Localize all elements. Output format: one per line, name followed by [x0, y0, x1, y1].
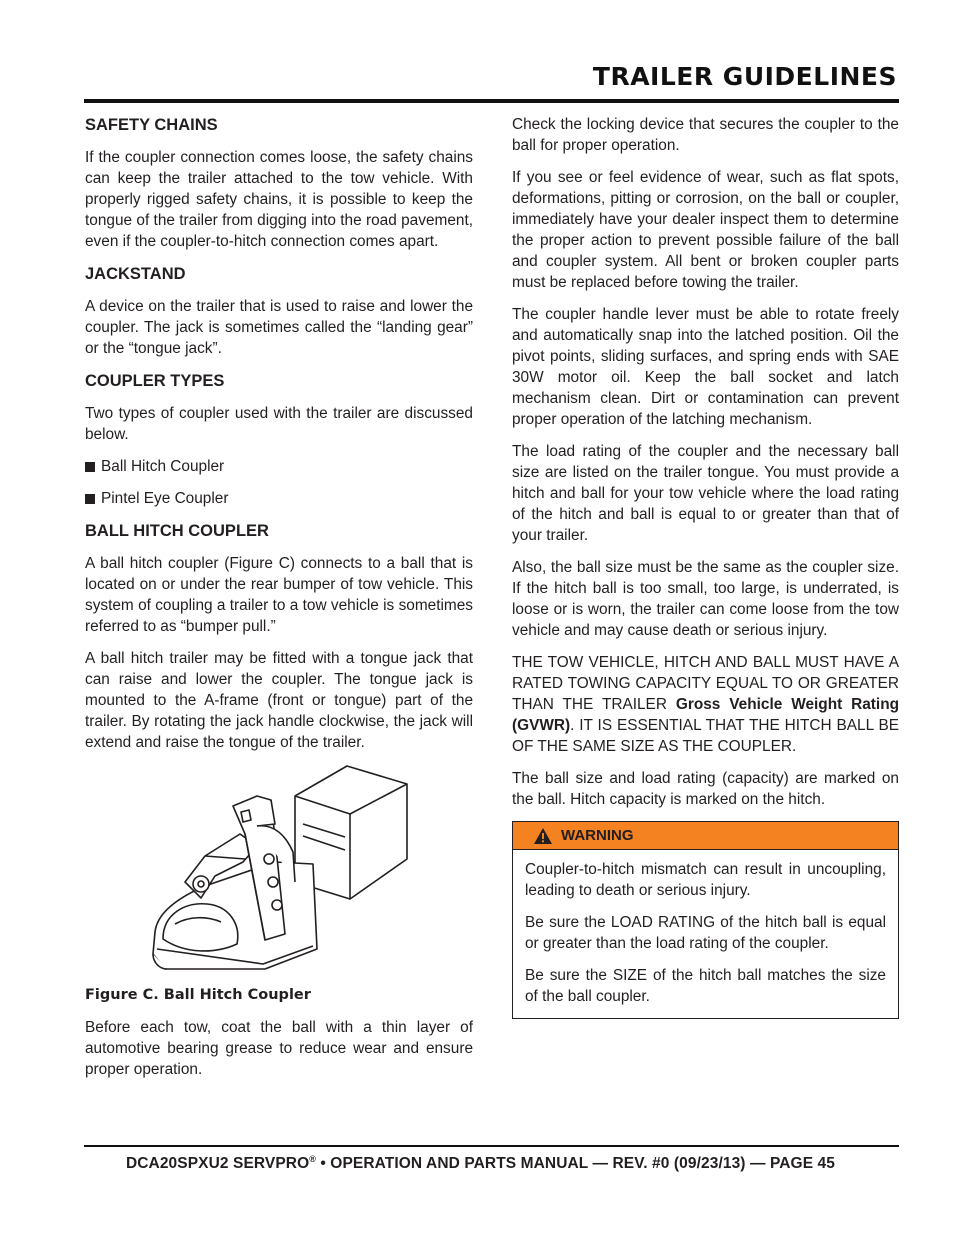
bullet-item	[85, 488, 473, 509]
warning-body	[513, 850, 898, 1007]
warning-header	[513, 822, 898, 850]
towing-capacity-text-a: THE TOW VEHICLE, HITCH AND BALL MUST HAVE A RATED TOWING CAPACITY EQUAL TO OR GREATER THAN THE TRAILER	[512, 654, 899, 713]
gvwr-bold: Gross Vehicle Weight Rating (GVWR)	[512, 696, 900, 734]
jackstand-text: A device on the trailer that is used to raise and lower the coupler. The jack is sometimes called the “landing gear” or the “tongue jack”.	[85, 298, 473, 357]
safety-chains-text: If the coupler connection comes loose, the safety chains can keep the trailer attached to the tow vehicle. With properly rigged safety chains, it is possible to keep the tongue of the trailer from digging into the road pavement, even if the coupler-to-hitch connection comes apart.	[85, 149, 473, 250]
right-column	[512, 114, 899, 1019]
footer-rule	[84, 1145, 899, 1147]
warning-label: WARNING	[561, 827, 634, 844]
jackstand-heading: JACKSTAND	[85, 265, 186, 283]
ball-hitch-coupler-heading: BALL HITCH COUPLER	[85, 522, 269, 540]
wear-text: If you see or feel evidence of wear, such as flat spots, deformations, pitting or corrosion, on the ball or coupler, immediately have your dealer inspect them to determine the proper action to prevent possible failure of the ball and coupler system. All bent or broken coupler parts must be replaced before towing the trailer.	[512, 169, 899, 291]
registered-mark: ®	[309, 1154, 316, 1164]
ball-hitch-text-2: A ball hitch trailer may be fitted with a tongue jack that can raise and lower the coupler. The tongue jack is mounted to the A-frame (front or tongue) part of the trailer. By rotating the jack handle clockwise, the jack will extend and raise the tongue of the trailer.	[85, 650, 473, 751]
bullet-label: Pintel Eye Coupler	[101, 490, 229, 507]
load-rating-text: The load rating of the coupler and the necessary ball size are listed on the trailer tongue. You must provide a hitch and ball for your tow vehicle where the load rating of the hitch and ball is equal to or greater than that of your trailer.	[512, 443, 899, 544]
ball-hitch-coupler-figure	[85, 764, 473, 979]
coupler-types-text: Two types of coupler used with the trailer are discussed below.	[85, 405, 473, 443]
warning-triangle-icon	[533, 827, 553, 845]
bullet-square-icon	[85, 494, 95, 504]
warning-line: Coupler-to-hitch mismatch can result in uncoupling, leading to death or serious injury.	[525, 861, 886, 899]
warning-box	[512, 821, 899, 1019]
handle-lever-text: The coupler handle lever must be able to rotate freely and automatically snap into the latched position. Oil the pivot points, sliding surfaces, and spring ends with SAE 30W motor oil. Keep the ball socket and latch mechanism clean. Dirt or contamination can prevent proper operation of the latching mechanism.	[512, 306, 899, 428]
bullet-label: Ball Hitch Coupler	[101, 458, 225, 475]
ball-hitch-text-1: A ball hitch coupler (Figure C) connects to a ball that is located on or under the rear bumper of tow vehicle. This system of coupling a trailer to a tow vehicle is sometimes referred to as “bumper pull.”	[85, 555, 473, 635]
warning-line: Be sure the SIZE of the hitch ball matches the size of the ball coupler.	[525, 967, 886, 1005]
footer-text: • OPERATION AND PARTS MANUAL — REV. #0 (09/23/13) — PAGE 45	[315, 1155, 835, 1173]
ball-size-text: Also, the ball size must be the same as the coupler size. If the hitch ball is too small, too large, is underrated, is loose or is worn, the trailer can come loose from the tow vehicle and may cause death or serious injury.	[512, 559, 899, 639]
bullet-square-icon	[85, 462, 95, 472]
left-column	[85, 114, 473, 1091]
title-rule	[84, 99, 899, 103]
towing-capacity-text-b: . IT IS ESSENTIAL THAT THE HITCH BALL BE OF THE SAME SIZE AS THE COUPLER.	[512, 717, 899, 755]
towing-capacity-text	[512, 652, 899, 757]
locking-device-text: Check the locking device that secures the coupler to the ball for proper operation.	[512, 116, 899, 154]
footer-model: DCA20SPXU2 SERVPRO	[125, 1155, 310, 1173]
bullet-item	[85, 456, 473, 477]
ball-hitch-coupler-illustration	[145, 764, 415, 976]
safety-chains-heading: SAFETY CHAINS	[85, 116, 218, 134]
page-title: TRAILER GUIDELINES	[592, 62, 897, 91]
coupler-types-heading: COUPLER TYPES	[85, 372, 225, 390]
grease-text: Before each tow, coat the ball with a thin layer of automotive bearing grease to reduce wear and ensure proper operation.	[85, 1019, 473, 1078]
ball-marking-text: The ball size and load rating (capacity) are marked on the ball. Hitch capacity is marked on the hitch.	[512, 770, 899, 808]
page-footer	[126, 1154, 835, 1173]
figure-caption: Figure C. Ball Hitch Coupler	[85, 987, 311, 1003]
warning-line: Be sure the LOAD RATING of the hitch ball is equal or greater than the load rating of the coupler.	[525, 914, 886, 952]
